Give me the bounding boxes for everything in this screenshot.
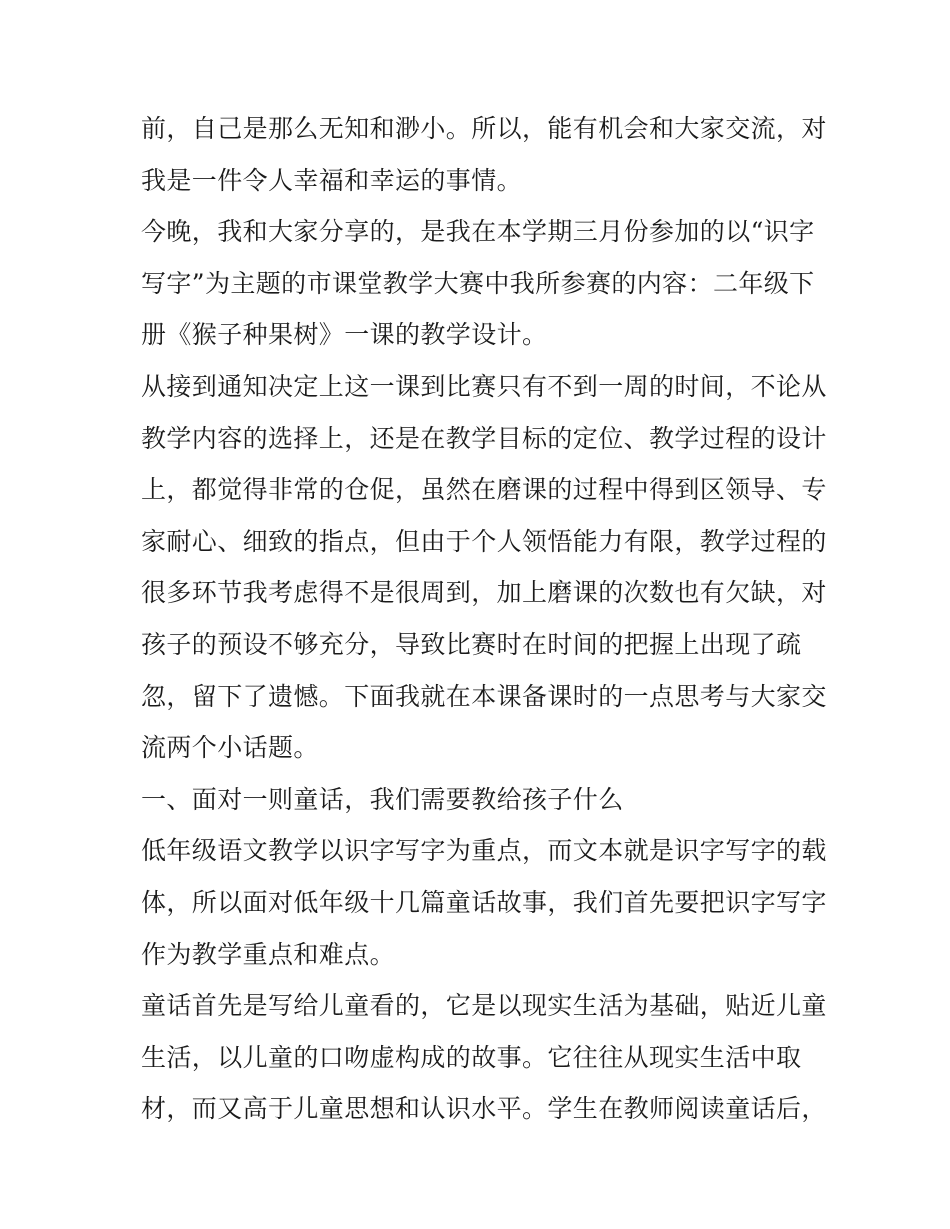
text-line: 前，自己是那么无知和渺小。所以，能有机会和大家交流，对 (141, 114, 827, 143)
section-heading: 一、面对一则童话，我们需要教给孩子什么 (141, 784, 624, 814)
text-line: 写字”为主题的市课堂教学大赛中我所参赛的内容：二年级下 (141, 268, 815, 298)
text-line: 我是一件令人幸福和幸运的事情。 (141, 165, 523, 195)
text-line: 流两个小话题。 (141, 733, 319, 763)
text-line: 册《猴子种果树》一课的教学设计。 (141, 320, 548, 350)
text-line: 家耐心、细致的指点，但由于个人领悟能力有限，教学过程的 (141, 526, 827, 556)
text-line: 材，而又高于儿童思想和认识水平。学生在教师阅读童话后， (141, 1094, 827, 1124)
text-line: 从接到通知决定上这一课到比赛只有不到一周的时间，不论从 (141, 371, 827, 401)
text-line: 孩子的预设不够充分，导致比赛时在时间的把握上出现了疏 (141, 629, 802, 659)
text-line: 教学内容的选择上，还是在教学目标的定位、教学过程的设计 (141, 423, 827, 453)
text-line: 上，都觉得非常的仓促，虽然在磨课的过程中得到区领导、专 (141, 475, 827, 505)
text-line: 童话首先是写给儿童看的，它是以现实生活为基础，贴近儿童 (141, 991, 827, 1021)
text-line: 今晚，我和大家分享的，是我在本学期三月份参加的以“识字 (141, 217, 815, 247)
text-line: 忽，留下了遗憾。下面我就在本课备课时的一点思考与大家交 (141, 681, 827, 711)
text-line: 生活，以儿童的口吻虚构成的故事。它往往从现实生活中取 (141, 1042, 802, 1072)
text-line: 很多环节我考虑得不是很周到，加上磨课的次数也有欠缺，对 (141, 578, 827, 608)
body-text (141, 103, 831, 1135)
text-line: 低年级语文教学以识字写字为重点，而文本就是识字写字的载 (141, 836, 827, 866)
text-line: 作为教学重点和难点。 (141, 939, 396, 969)
text-line: 体，所以面对低年级十几篇童话故事，我们首先要把识字写字 (141, 887, 827, 917)
